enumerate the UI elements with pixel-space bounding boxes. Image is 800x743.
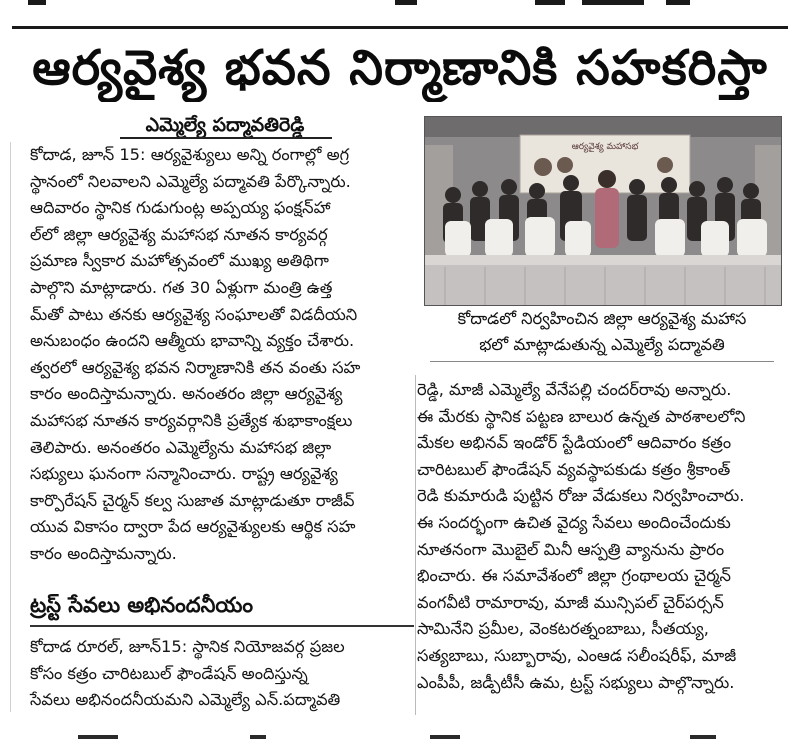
left-column-body xyxy=(30,142,414,568)
body-line: రెడి కుమారుడి పుట్టిన రోజు వేడుకలు నిర్వహించారు. xyxy=(417,486,745,506)
body-line: సామినేని ప్రమీల, వెంకటరత్నంబాబు, సీతయ్య, xyxy=(417,619,709,639)
body-line: మ్‌తో పాటు తనకు ఆర్యవైశ్య సంఘాలతో విడదీయని xyxy=(30,304,358,324)
body-line: కారం అందిస్తామన్నారు. అనంతరం జిల్లా ఆర్యవైశ్య xyxy=(30,384,343,404)
byline-underline xyxy=(120,137,332,139)
body-line: భించారు. ఈ సమావేశంలో జిల్లా గ్రంథాలయ చైర్మన్ xyxy=(417,566,731,586)
body-line: మహాసభ నూతన కార్యవర్గానికి ప్రత్యేక శుభాకాంక్షలు xyxy=(30,410,353,430)
body-line: త్వరలో ఆర్యవైశ్య భవన నిర్మాణానికి తన వంతు సహ xyxy=(30,357,361,377)
body-line: ఈ మేరకు స్థానిక పట్టణ బాలుర ఉన్నత పాఠశాలలోని xyxy=(417,406,746,426)
body-line: వంగవీటి రామారావు, మాజీ మున్సిపల్ చైర్‌పర్సన్ xyxy=(417,592,724,612)
photo-banner-text: ఆర్యవైశ్య మహాసభ xyxy=(571,142,639,152)
body-line: రెడ్డి, మాజీ ఎమ్మెల్యే వేనేపల్లి చందర్‌రావు అన్నారు. xyxy=(417,380,732,399)
body-line: కార్పొరేషన్ చైర్మన్ కల్వ సుజాత మాట్లాడుతూ రాజీవ్ xyxy=(30,490,355,510)
second-article-headline: ట్రస్ట్ సేవలు అభినందనీయం xyxy=(30,593,254,617)
body-line: చారిటబుల్ ఫౌండేషన్ వ్యవస్థాపకుడు కత్రం శ్రీకాంత్ xyxy=(417,459,731,479)
body-line: యువ వికాసం ద్వారా పేద ఆర్యవైశ్యులకు ఆర్థిక సహ xyxy=(30,517,356,537)
body-line: ప్రమాణ స్వీకార మహోత్సవంలో ముఖ్య అతిథిగా xyxy=(30,251,329,271)
body-line: స్థానంలో నిలవాలని ఎమ్మెల్యే పద్మావతి పేర్కొన్నారు. xyxy=(30,171,351,191)
article-byline: ఎమ్మెల్యే పద్మావతిరెడ్డి xyxy=(145,114,305,136)
body-line: ఆదివారం స్థానిక గుడుగుంట్ల అప్పయ్య ఫంక్షన్‌హా xyxy=(30,198,331,218)
bottom-cut-off-text xyxy=(0,732,800,743)
event-photo-graphic xyxy=(425,117,781,305)
second-article-body xyxy=(30,634,414,714)
body-line: అనుబంధం ఉందని ఆత్మీయ భావాన్ని వ్యక్తం చేశారు. xyxy=(30,331,355,351)
body-line: సత్యబాబు, సుబ్బారావు, ఎంఆడ సలీంషరీఫ్, మాజీ xyxy=(417,645,737,665)
event-photo xyxy=(424,116,782,306)
right-column-body xyxy=(417,377,780,696)
body-line: తెలిపారు. అనంతరం ఎమ్మెల్యేను మహాసభ జిల్లా xyxy=(30,437,332,457)
body-line: సేవలు అభినందనీయమని ఎమ్మెల్యే ఎన్.పద్మావతి xyxy=(30,690,341,710)
body-line: ల్‌లో జిల్లా ఆర్యవైశ్య మహాసభ నూతన కార్యవర్గ xyxy=(30,224,328,244)
body-line: కారం అందిస్తామన్నారు. xyxy=(30,543,177,563)
body-line: ఎంపీపీ, జడ్పీటీసీ ఉమ, ట్రస్ట్ సభ్యులు పాల్గొన్నారు. xyxy=(417,672,735,692)
column-separator xyxy=(415,375,416,715)
body-line: కోదాడ రూరల్, జూన్15: స్థానిక నియోజవర్గ ప్రజల xyxy=(30,637,345,656)
body-line: కోదాడ, జూన్ 15: ఆర్యవైశ్యులు అన్ని రంగాల్లో అగ్ర xyxy=(30,145,350,164)
second-headline-rule xyxy=(30,625,414,627)
top-rule xyxy=(12,26,788,29)
photo-caption-line: కోదాడలో నిర్వహించిన జిల్లా ఆర్యవైశ్య మహాస xyxy=(457,309,747,328)
body-line: ఈ సందర్భంగా ఉచిత వైద్య సేవలు అందించేందుకు xyxy=(417,512,731,532)
body-line: పాల్గొని మాట్లాడారు. గత 30 ఏళ్లుగా మంత్రి ఉత్త xyxy=(30,277,333,297)
body-line: మేకల అభినవ్ ఇండోర్ స్టేడియంలో ఆదివారం కత్రం xyxy=(417,433,732,453)
top-cut-off-text xyxy=(0,0,800,26)
body-line: నూతనంగా మొబైల్ మినీ ఆస్పత్రి వ్యానును ప్రారం xyxy=(417,539,725,559)
page-margin-line xyxy=(10,142,11,712)
caption-rule xyxy=(430,361,774,362)
article-headline: ఆర్యవైశ్య భవన నిర్మాణానికి సహకరిస్తా xyxy=(32,40,768,96)
body-line: కోసం కత్రం చారిటబుల్ ఫౌండేషన్ అందిస్తున్న xyxy=(30,663,308,683)
photo-caption-line: భలో మాట్లాడుతున్న ఎమ్మెల్యే పద్మావతి xyxy=(479,335,725,354)
body-line: సభ్యులు ఘనంగా సన్మానించారు. రాష్ట్ర ఆర్యవైశ్య xyxy=(30,464,338,484)
photo-caption xyxy=(424,306,780,358)
